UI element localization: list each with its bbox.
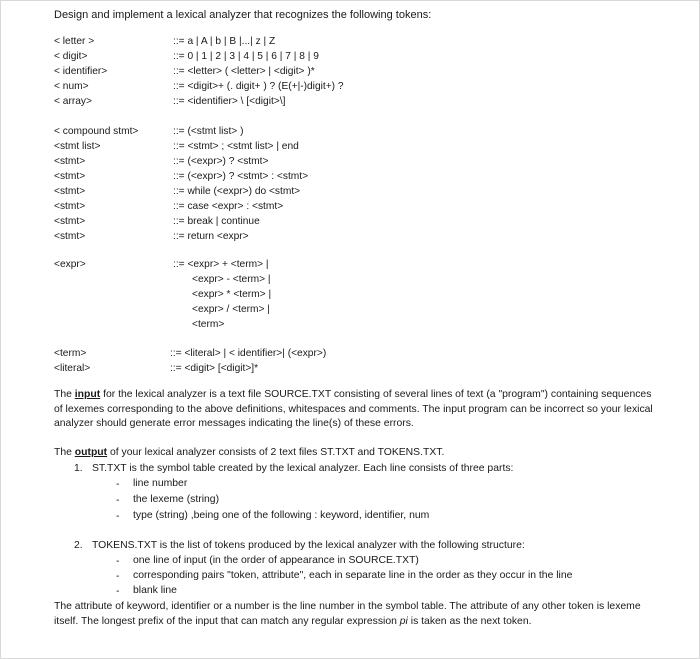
final-para-emph: pi	[399, 615, 408, 627]
rule-rhs-stmt-conditional: ::= (<expr>) ? <stmt>	[173, 156, 269, 167]
final-para-pre: The attribute of keyword, identifier or a number is the line number in the symbol table. The attribute of any other token is lexeme itself. The longest prefix of the input that can match any regular expression	[54, 601, 641, 627]
list-number-2: 2.	[74, 540, 83, 551]
rule-lhs-expr: <expr>	[54, 259, 86, 270]
bullet-dash: -	[116, 479, 120, 490]
rule-lhs-letter: < letter >	[54, 36, 95, 47]
list-item-2-bullet-3: blank line	[133, 585, 177, 596]
list-item-2-text: TOKENS.TXT is the list of tokens produced by the lexical analyzer with the following structure:	[92, 540, 525, 551]
rule-rhs-num: ::= <digit>+ (. digit+ ) ? (E(+|-)digit+) ?	[173, 81, 344, 92]
list-item-1-bullet-3: type (string) ,being one of the following : keyword, identifier, num	[133, 510, 430, 521]
list-item-1-bullet-2: the lexeme (string)	[133, 494, 220, 505]
rule-rhs-stmt-return: ::= return <expr>	[173, 231, 249, 242]
rule-lhs-num: < num>	[54, 81, 89, 92]
rule-lhs-stmt: <stmt>	[54, 231, 86, 242]
rule-lhs-stmt: <stmt>	[54, 156, 86, 167]
rule-lhs-stmt-list: <stmt list>	[54, 141, 101, 152]
rule-rhs-expr-term: <term>	[192, 319, 225, 330]
output-para-post: of your lexical analyzer consists of 2 text files ST.TXT and TOKENS.TXT.	[107, 447, 445, 458]
rule-rhs-stmt-list: ::= <stmt> ; <stmt list> | end	[173, 141, 299, 152]
document-title: Design and implement a lexical analyzer that recognizes the following tokens:	[54, 9, 432, 21]
rule-rhs-expr-minus: <expr> - <term> |	[192, 274, 271, 285]
rule-rhs-compound-stmt: ::= (<stmt list> )	[173, 126, 244, 137]
final-para-post: is taken as the next token.	[407, 615, 532, 627]
rule-lhs-stmt: <stmt>	[54, 201, 86, 212]
rule-rhs-array: ::= <identifier> \ [<digit>\]	[173, 96, 286, 107]
bullet-dash: -	[116, 586, 120, 597]
rule-lhs-array: < array>	[54, 96, 92, 107]
rule-rhs-stmt-case: ::= case <expr> : <stmt>	[173, 201, 284, 212]
input-para-post: for the lexical analyzer is a text file SOURCE.TXT consisting of several lines of text (a "program") containing sequences of lexemes corresponding to the above definitions, whitespaces and comments. The input program can be incorrect so your lexical analyzer should generate error messages indicating the line(s) of these errors.	[54, 389, 653, 429]
rule-lhs-term: <term>	[54, 348, 87, 359]
output-para-pre: The	[54, 447, 75, 458]
rule-rhs-expr-plus: ::= <expr> + <term> |	[173, 259, 269, 270]
final-paragraph	[54, 600, 664, 629]
list-item-1-text: ST.TXT is the symbol table created by the lexical analyzer. Each line consists of three parts:	[92, 463, 514, 474]
bullet-dash: -	[116, 556, 120, 567]
rule-rhs-stmt-break: ::= break | continue	[173, 216, 260, 227]
rule-rhs-stmt-ternary: ::= (<expr>) ? <stmt> : <stmt>	[173, 171, 309, 182]
rule-lhs-stmt: <stmt>	[54, 186, 86, 197]
rule-rhs-expr-divide: <expr> / <term> |	[192, 304, 270, 315]
rule-rhs-letter: ::= a | A | b | B |...| z | Z	[173, 36, 276, 47]
input-para-pre: The	[54, 389, 75, 400]
list-number-1: 1.	[74, 463, 83, 474]
rule-lhs-stmt: <stmt>	[54, 171, 86, 182]
bullet-dash: -	[116, 571, 120, 582]
list-item-1-bullet-1: line number	[133, 478, 188, 489]
bullet-dash: -	[116, 511, 120, 522]
rule-lhs-literal: <literal>	[54, 363, 91, 374]
list-item-2-bullet-2: corresponding pairs "token, attribute", each in separate line in the order as they occur in the line	[133, 570, 573, 581]
rule-lhs-identifier: < identifier>	[54, 66, 108, 77]
output-paragraph	[54, 446, 654, 461]
rule-lhs-digit: < digit>	[54, 51, 88, 62]
rule-rhs-term: ::= <literal> | < identifier>| (<expr>)	[170, 348, 327, 359]
rule-lhs-stmt: <stmt>	[54, 216, 86, 227]
rule-rhs-identifier: ::= <letter> ( <letter> | <digit> )*	[173, 66, 315, 77]
bullet-dash: -	[116, 495, 120, 506]
rule-rhs-literal: ::= <digit> [<digit>]*	[170, 363, 259, 374]
list-item-2-bullet-1: one line of input (in the order of appearance in SOURCE.TXT)	[133, 555, 419, 566]
output-keyword: output	[74, 447, 108, 458]
rule-rhs-digit: ::= 0 | 1 | 2 | 3 | 4 | 5 | 6 | 7 | 8 | 9	[173, 51, 319, 62]
rule-rhs-expr-times: <expr> * <term> |	[192, 289, 272, 300]
rule-lhs-compound-stmt: < compound stmt>	[54, 126, 139, 137]
rule-rhs-stmt-while: ::= while (<expr>) do <stmt>	[173, 186, 301, 197]
input-paragraph	[54, 388, 654, 432]
input-keyword: input	[74, 389, 101, 400]
